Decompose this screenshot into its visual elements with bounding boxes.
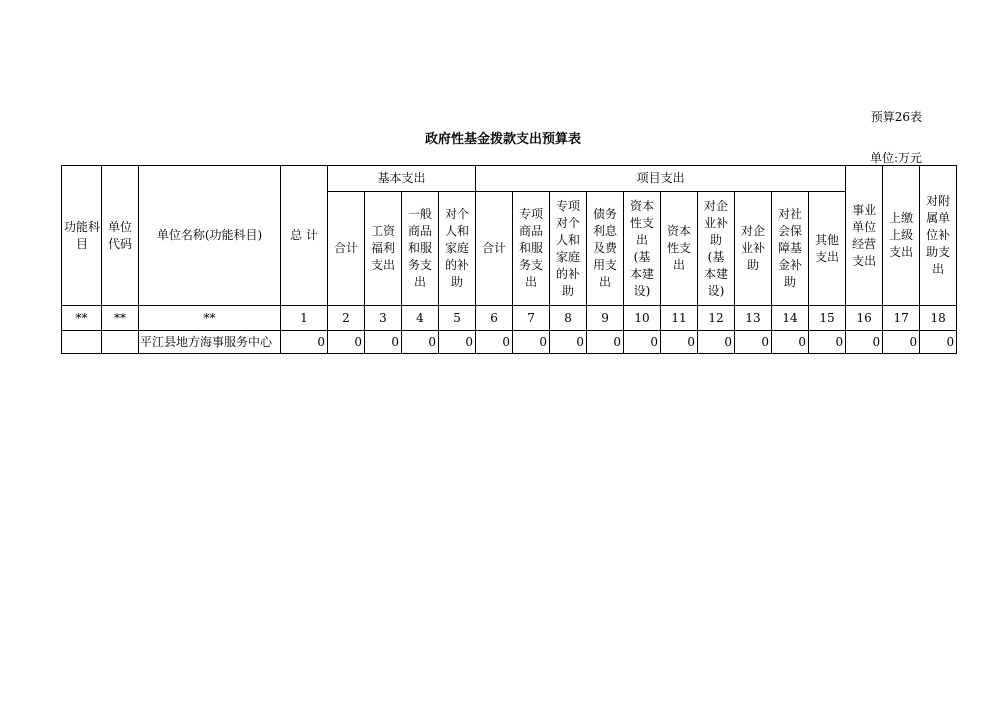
header-basic-col: 对个人和家庭的补助 <box>439 192 476 306</box>
index-cell: 2 <box>328 306 365 331</box>
header-public-unit: 事业单位经营支出 <box>846 166 883 306</box>
index-cell: 5 <box>439 306 476 331</box>
header-subject: 功能科目 <box>62 166 102 306</box>
value-cell: 0 <box>365 331 402 354</box>
header-basic-group: 基本支出 <box>328 166 476 192</box>
index-cell: 8 <box>550 306 587 331</box>
header-project-col: 对企业补助(基本建设) <box>698 192 735 306</box>
header-basic-col: 一般商品和服务支出 <box>402 192 439 306</box>
index-cell: 17 <box>883 306 920 331</box>
form-number: 预算26表 <box>870 110 922 124</box>
value-cell: 0 <box>661 331 698 354</box>
index-cell: 13 <box>735 306 772 331</box>
index-cell: 12 <box>698 306 735 331</box>
index-cell: 16 <box>846 306 883 331</box>
index-cell: 18 <box>920 306 957 331</box>
value-cell: 0 <box>883 331 920 354</box>
index-cell: 9 <box>587 306 624 331</box>
header-project-col: 合计 <box>476 192 513 306</box>
value-cell: 0 <box>920 331 957 354</box>
index-row <box>62 306 957 331</box>
table-row <box>62 331 957 354</box>
index-cell: ** <box>139 306 281 331</box>
header-project-col: 专项商品和服务支出 <box>513 192 550 306</box>
row-unit-name: 平江县地方海事服务中心 <box>139 331 281 354</box>
header-affiliated: 对附属单位补助支出 <box>920 166 957 306</box>
value-cell: 0 <box>587 331 624 354</box>
budget-table <box>61 165 957 354</box>
value-cell: 0 <box>281 331 328 354</box>
index-cell: 6 <box>476 306 513 331</box>
header-project-group: 项目支出 <box>476 166 846 192</box>
value-cell: 0 <box>846 331 883 354</box>
row-subject <box>62 331 102 354</box>
value-cell: 0 <box>698 331 735 354</box>
value-cell: 0 <box>476 331 513 354</box>
value-cell: 0 <box>550 331 587 354</box>
value-cell: 0 <box>328 331 365 354</box>
header-basic-col: 合计 <box>328 192 365 306</box>
index-cell: 7 <box>513 306 550 331</box>
header-total: 总 计 <box>281 166 328 306</box>
value-cell: 0 <box>439 331 476 354</box>
header-project-col: 对企业补助 <box>735 192 772 306</box>
header-name: 单位名称(功能科目) <box>139 166 281 306</box>
index-cell: 4 <box>402 306 439 331</box>
value-cell: 0 <box>624 331 661 354</box>
index-cell: 10 <box>624 306 661 331</box>
index-cell: 11 <box>661 306 698 331</box>
header-basic-col: 工资福利支出 <box>365 192 402 306</box>
value-cell: 0 <box>735 331 772 354</box>
header-project-col: 资本性支出 <box>661 192 698 306</box>
index-cell: ** <box>102 306 139 331</box>
header-project-col: 资本性支出(基本建设) <box>624 192 661 306</box>
value-cell: 0 <box>513 331 550 354</box>
index-cell: 3 <box>365 306 402 331</box>
header-project-col: 其他支出 <box>809 192 846 306</box>
index-cell: 1 <box>281 306 328 331</box>
index-cell: ** <box>62 306 102 331</box>
header-project-col: 对社会保障基金补助 <box>772 192 809 306</box>
row-code <box>102 331 139 354</box>
page-title: 政府性基金拨款支出预算表 <box>424 132 581 147</box>
index-cell: 15 <box>809 306 846 331</box>
index-cell: 14 <box>772 306 809 331</box>
value-cell: 0 <box>402 331 439 354</box>
value-cell: 0 <box>772 331 809 354</box>
header-higher: 上缴上级支出 <box>883 166 920 306</box>
header-project-col: 专项对个人和家庭的补助 <box>550 192 587 306</box>
unit-label: 单位:万元 <box>869 151 922 165</box>
header-project-col: 债务利息及费用支出 <box>587 192 624 306</box>
value-cell: 0 <box>809 331 846 354</box>
header-code: 单位代码 <box>102 166 139 306</box>
